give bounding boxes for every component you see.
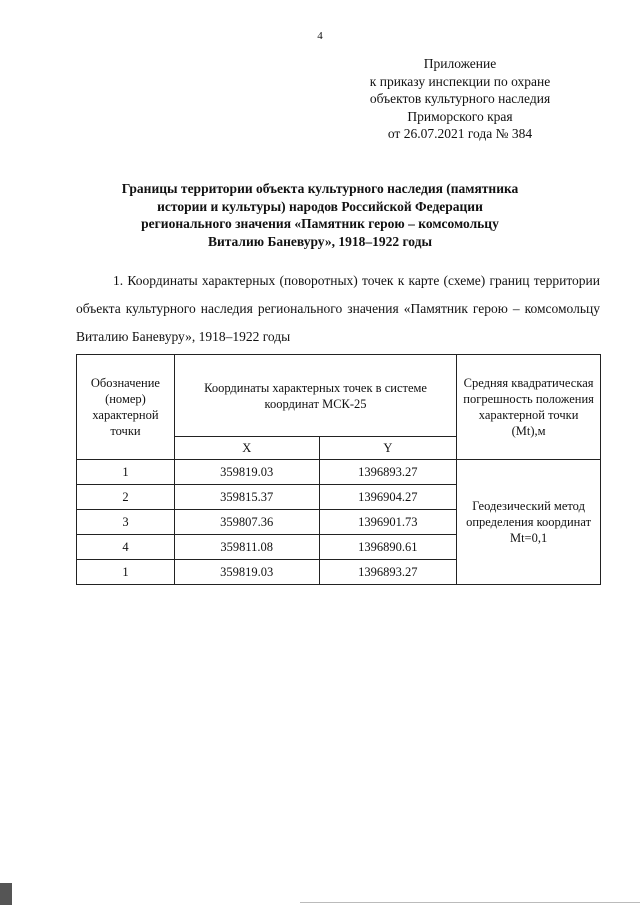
title-line: Виталию Баневуру», 1918–1922 годы xyxy=(207,233,433,249)
title-line: регионального значения «Памятник герою – комсомольцу xyxy=(141,216,499,231)
scan-edge-mark xyxy=(0,883,12,905)
cell-x: 359807.36 xyxy=(174,510,319,535)
document-title xyxy=(90,180,550,250)
cell-point: 2 xyxy=(77,485,175,510)
scan-edge-line xyxy=(300,902,640,903)
appendix-line: к приказу инспекции по охране xyxy=(369,73,551,89)
cell-point: 4 xyxy=(77,535,175,560)
table-row xyxy=(77,460,601,485)
header-y: Y xyxy=(319,437,457,460)
cell-x: 359815.37 xyxy=(174,485,319,510)
header-coords: Координаты характерных точек в системе координат МСК-25 xyxy=(174,355,456,437)
cell-point: 1 xyxy=(77,460,175,485)
cell-x: 359819.03 xyxy=(174,560,319,585)
page-number: 4 xyxy=(317,30,323,42)
cell-y: 1396904.27 xyxy=(319,485,457,510)
cell-x: 359811.08 xyxy=(174,535,319,560)
appendix-line: объектов культурного наследия xyxy=(369,91,551,106)
appendix-line: от 26.07.2021 года № 384 xyxy=(387,126,533,141)
cell-y: 1396893.27 xyxy=(319,460,457,485)
cell-y: 1396901.73 xyxy=(319,510,457,535)
cell-y: 1396893.27 xyxy=(319,560,457,585)
cell-x: 359819.03 xyxy=(174,460,319,485)
cell-method: Геодезический метод определения координат Mt=0,1 xyxy=(457,460,601,585)
cell-point: 3 xyxy=(77,510,175,535)
appendix-header xyxy=(340,55,580,143)
header-x: X xyxy=(174,437,319,460)
header-error: Средняя квадратическая погрешность положения характерной точки (Mt),м xyxy=(457,355,601,460)
coordinates-paragraph: 1. Координаты характерных (поворотных) точек к карте (схеме) границ территории объекта культурного наследия регионального значения «Памятник герою – комсомольцу Виталию Баневуру», 1918–1922 годы xyxy=(76,273,600,344)
cell-point: 1 xyxy=(77,560,175,585)
title-line: истории и культуры) народов Российской Федерации xyxy=(157,198,483,214)
header-point: Обозначение (номер) характерной точки xyxy=(77,355,175,460)
cell-y: 1396890.61 xyxy=(319,535,457,560)
table-header-row xyxy=(77,355,601,437)
title-line: Границы территории объекта культурного наследия (памятника xyxy=(121,181,519,196)
appendix-line: Приморского края xyxy=(407,108,513,124)
coordinates-table xyxy=(76,354,601,585)
appendix-line: Приложение xyxy=(423,56,497,71)
